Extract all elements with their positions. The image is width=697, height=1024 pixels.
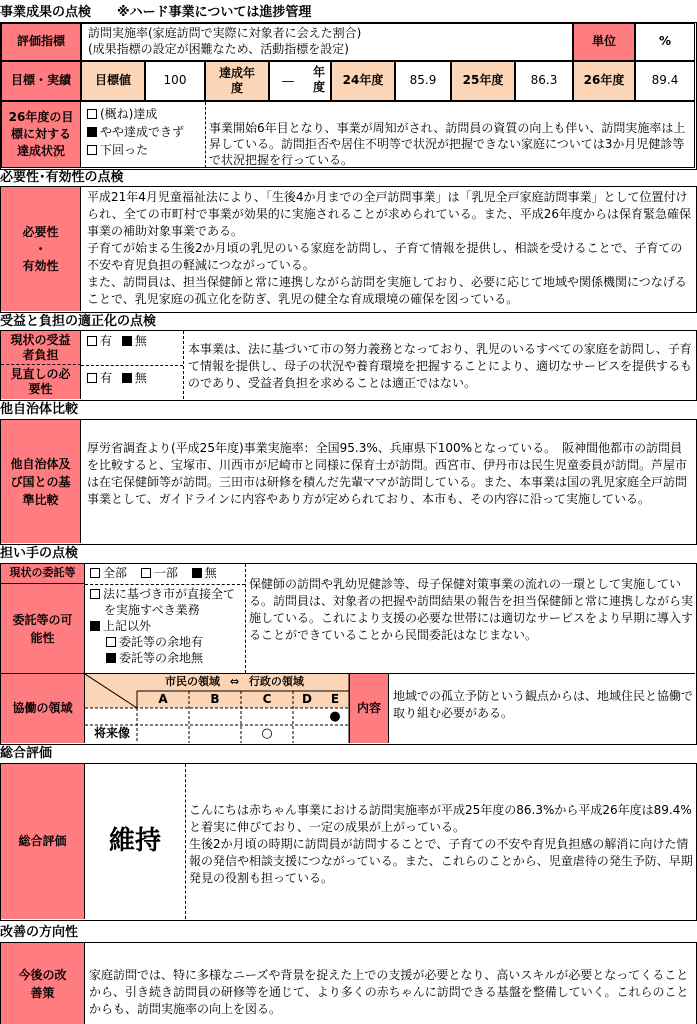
target-label: 目標・実績 xyxy=(1,61,81,101)
burden-label1: 現状の受益者負担 xyxy=(1,331,81,365)
achieve-year-label: 達成年度 xyxy=(205,61,269,101)
bearer-section-title: 担い手の点検 xyxy=(0,546,79,561)
status-text: 事業開始6年目となり、事業が周知がされ、訪問員の資質の向上も伴い、訪問実施率は上昇している。訪問拒否や居住不明等で状況が把握できない家庭については3か月児健診等で状況把握を行っている。 xyxy=(209,121,686,167)
compare-section-title: 他自治体比較 xyxy=(0,402,79,417)
y24-label: 24年度 xyxy=(331,61,395,101)
overall-label: 総合評価 xyxy=(1,764,85,919)
necessity-text: 平成21年4月児童福祉法により、「生後4か月までの全戸訪問事業」は「乳児全戸家庭訪問事業」として位置付けられ、全ての市町村で事業が効果的に実施されることが求められている。また、平成26年度からは保育緊急確保事業の補助対象事業である。 子育てが始まる生後2か月頃の乳児のいる家庭を訪問し、子育て情報を提供し、相談を受けることで、子育ての不安や育児負担の軽減につながっている。 また、訪問員は、担当保健師と常に連携しながら訪問を実施しており、必要に応じて地域や関係機関につなげることで、乳児家庭の孤立化を防ぎ、乳児の健全な育成環境の確保を図っている。 xyxy=(87,190,691,306)
y25-value: 86.3 xyxy=(515,61,573,101)
burden-opts2: 有 無 xyxy=(87,371,147,387)
checkbox-filled-icon xyxy=(192,568,202,578)
improve-section-title: 改善の方向性 xyxy=(0,925,79,940)
status-opt2: やや達成できず xyxy=(87,123,205,141)
burden-opts1: 有 無 xyxy=(87,334,147,350)
collab-grid xyxy=(85,674,349,743)
checkbox-empty-icon xyxy=(90,589,100,599)
col-a: A xyxy=(158,691,168,706)
year-suffix: 年度 xyxy=(313,65,326,94)
achieve-year-value: ― xyxy=(282,74,294,88)
room-no-opt: 委託等の余地無 xyxy=(90,650,244,666)
col-d-e xyxy=(293,691,349,708)
target-value: 100 xyxy=(145,61,205,101)
indicator-label: 評価指標 xyxy=(1,23,81,61)
results-box xyxy=(0,22,697,170)
divider xyxy=(183,331,184,399)
col-c: C xyxy=(262,691,272,706)
divider xyxy=(185,764,186,919)
future-mark: ○ xyxy=(261,725,273,741)
bidirectional-arrow-icon: ⇔ xyxy=(229,675,240,688)
status-label: 26年度の目標に対する達成状況 xyxy=(1,101,81,168)
necessity-label: 必要性 ・ 有効性 xyxy=(1,187,81,311)
checkbox-empty-icon xyxy=(106,637,116,647)
target-value-label: 目標値 xyxy=(81,61,145,101)
y26-label: 26年度 xyxy=(573,61,635,101)
overall-text: こんにちは赤ちゃん事業における訪問実施率が平成25年度の86.3%から平成26年度は89.4%と着実に伸びており、一定の成果が上がっている。 生後2か月頃の時期に訪問員が訪問することで、子育ての不安や育児負担感の解消に向けた情報の発信や相談支援につながっている。また、これらのことから、児童虐待の発生予防、早期発見の役割も担っている。 xyxy=(189,803,693,885)
checkbox-filled-icon xyxy=(90,621,100,631)
necessity-box xyxy=(0,186,697,313)
overall-box xyxy=(0,763,697,921)
overall-verdict: 維持 xyxy=(108,826,161,857)
bearer-text: 保健師の訪問や乳幼児健診等、母子保健対策事業の流れの一環として実施している。訪問員は、対象者の把握や訪問結果の報告を担当保健師と常に連携しながら実施している。これにより支援の必要な世帯には適切なサービスをより早期に導入することができていることから民間委託はなじまない。 xyxy=(249,577,693,642)
col-e: E xyxy=(330,691,340,706)
burden-label2: 見直しの必要性 xyxy=(1,365,81,399)
improve-text: 家庭訪問では、特に多様なニーズや背景を捉えた上での支援が必要となり、高いスキルが必要となってくることから、引き続き訪問員の研修等を通じて、より多くの赤ちゃんに訪問できる基盤を整備していく。これらのことからも、訪問実施率の向上を図る。 xyxy=(89,968,689,1016)
current-outsource-label: 現状の委託等 xyxy=(1,564,85,584)
checkbox-filled-icon xyxy=(106,653,116,663)
status-area xyxy=(81,101,695,168)
overall-section-title: 総合評価 xyxy=(0,746,53,761)
results-section-title: 事業成果の点検 ※ハード事業については進捗管理 xyxy=(0,5,312,20)
checkbox-empty-icon xyxy=(141,568,151,578)
status-opt3: 下回った xyxy=(87,141,205,159)
divider xyxy=(85,584,245,585)
other-opt: 上記以外 xyxy=(90,618,244,634)
improve-box xyxy=(0,942,697,1024)
status-opt1: (概ね)達成 xyxy=(87,105,205,123)
collab-label: 協働の領域 xyxy=(1,674,85,743)
col-d: D xyxy=(302,691,312,706)
indicator-line2: (成果指標の設定が困難なため、活動指標を設定) xyxy=(88,42,349,56)
col-b: B xyxy=(210,691,220,706)
bearer-box xyxy=(0,563,697,745)
compare-label: 他自治体及び国との基準比較 xyxy=(1,420,81,543)
burden-box xyxy=(0,330,697,401)
divider xyxy=(81,365,183,366)
improve-label: 今後の改善策 xyxy=(1,943,85,1024)
compare-box xyxy=(0,419,697,545)
collab-text: 地域での孤立予防という観点からは、地域住民と協働で取り組む必要がある。 xyxy=(393,689,693,720)
checkbox-empty-icon xyxy=(87,145,97,155)
content-label: 内容 xyxy=(349,674,389,743)
domain-header xyxy=(165,675,345,690)
y25-label: 25年度 xyxy=(451,61,515,101)
outsource-opts xyxy=(90,586,244,666)
necessity-section-title: 必要性･有効性の点検 xyxy=(0,170,124,185)
indicator-line1: 訪問実施率(家庭訪問で実際に対象者に会えた割合) xyxy=(88,26,362,40)
room-yes-opt: 委託等の余地有 xyxy=(90,634,244,650)
indicator-text xyxy=(81,23,573,61)
admin-domain: 行政の領域 xyxy=(248,675,304,688)
compare-text: 厚労省調査より(平成25年度)事業実施率：全国95.3%、兵庫県下100%となっている。 阪神間他都市の訪問員を比較すると、宝塚市、川西市が尼崎市と同様に保育士が訪問。西宮市、伊丹市は民生児童委員が訪問。芦屋市は在宅保健師等が訪問。三田市は研修を積んだ先輩ママが訪問している。また、本事業は国の乳児家庭全戸訪問事業として、ガイドラインに内容やあり方が定められており、本市も、その内容に沿って実施している。 xyxy=(87,441,688,506)
unit-value: % xyxy=(635,23,695,61)
checkbox-filled-icon xyxy=(122,373,132,383)
divider xyxy=(205,102,206,168)
burden-text: 本事業は、法に基づいて市の努力義務となっており、乳児のいるすべての家庭を訪問し、子育て情報を提供し、母子の状況や養育環境を把握することにより、適切なサービスを提供するものであり、受益者負担を求めることは適正ではない。 xyxy=(188,342,693,390)
checkbox-empty-icon xyxy=(87,109,97,119)
achieve-year-cell xyxy=(269,61,331,101)
checkbox-filled-icon xyxy=(122,336,132,346)
status-options xyxy=(87,105,205,159)
y24-value: 85.9 xyxy=(395,61,451,101)
checkbox-empty-icon xyxy=(87,336,97,346)
citizen-domain: 市民の領域 xyxy=(165,675,220,688)
current-mark: ● xyxy=(329,708,341,724)
checkbox-filled-icon xyxy=(87,127,97,137)
unit-label: 単位 xyxy=(573,23,635,61)
burden-section-title: 受益と負担の適正化の点検 xyxy=(0,314,157,329)
checkbox-empty-icon xyxy=(87,373,97,383)
outsource-label: 委託等の可能性 xyxy=(1,584,85,673)
checkbox-empty-icon xyxy=(90,568,100,578)
y26-value: 89.4 xyxy=(635,61,695,101)
current-outsource-opts: 全部 一部 無 xyxy=(90,566,217,582)
divider xyxy=(245,564,246,673)
future-label: 将来像 xyxy=(93,725,130,740)
law-opt: 法に基づき市が直接全てを実施すべき業務 xyxy=(90,586,244,618)
